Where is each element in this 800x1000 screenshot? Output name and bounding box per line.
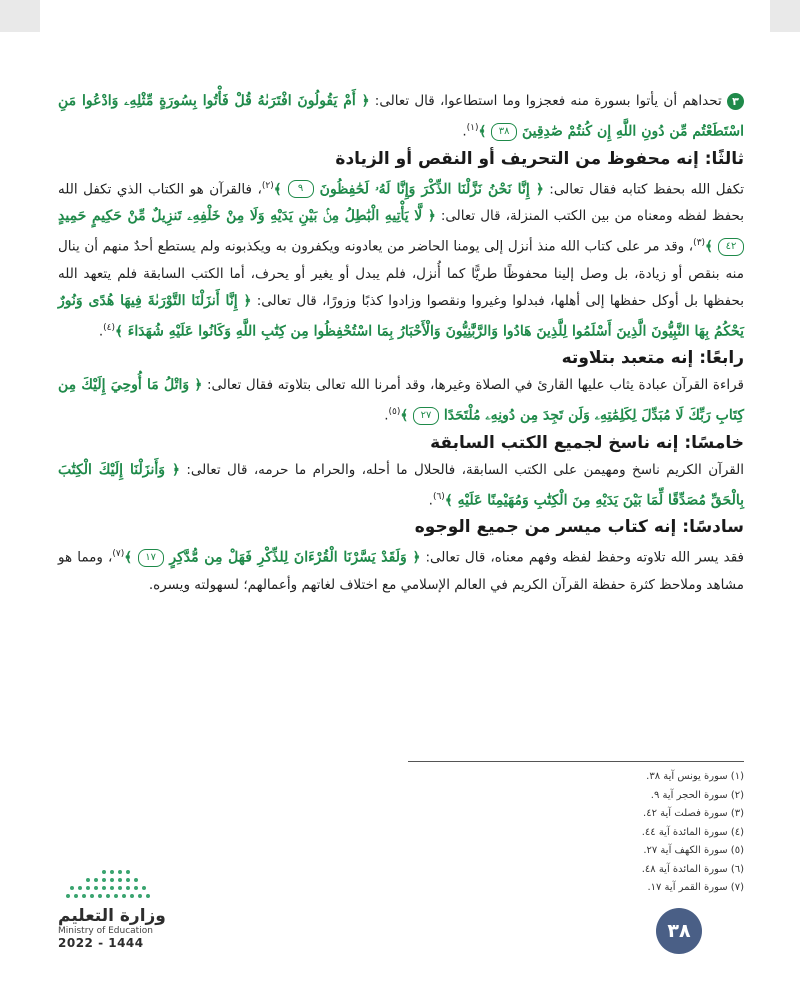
verse-number-mark: ١٧ <box>138 549 164 567</box>
body-paragraph <box>58 173 744 346</box>
footnote-ref: (٢) <box>261 180 274 191</box>
verse-bracket: ﴿ <box>243 292 252 309</box>
footnote-ref: (٣) <box>693 238 706 248</box>
quran-verse: إِنَّا نَحْنُ نَزَّلْنَا الذِّكْرَ وَإِنَّا لَهُۥ لَحَٰفِظُونَ <box>313 181 536 197</box>
verse-bracket: ﴿ <box>194 377 203 393</box>
ministry-block <box>58 906 188 950</box>
verse-bracket: ﴾ <box>705 238 718 255</box>
body-paragraph <box>58 372 744 430</box>
verse-bracket: ﴾ <box>115 323 123 339</box>
verse-bracket: ﴾ <box>124 549 138 566</box>
page-number: ٣٨ <box>656 908 702 954</box>
quran-verse: أَمْ يَقُولُونَ افْتَرَىٰهُ قُلْ فَأْتُوا بِسُورَةٍ مِّثْلِهِۦ وَادْعُوا مَنِ اسْتَطَعْتُم مِّن دُونِ اللَّهِ إِن كُنتُمْ صَٰدِقِينَ <box>58 93 744 140</box>
point-number-badge: ٣ <box>727 93 744 110</box>
section-heading <box>58 146 744 173</box>
paragraph-text: . <box>462 123 467 140</box>
verse-number-mark: ٣٨ <box>491 123 517 141</box>
paragraph-text: ، وقد مر على كتاب الله منذ أنزل إلى يومنا الحاضر من يعادونه ويكفرون به ويكذبونه ولم يستطع أحدٌ منهم أن ينال منه بنقص أو زيادة، بل وصل إلينا محفوظًا طريًّا كما أُنزل، فلم يبدل أو يغير أو يحرف، أما الكتب السابقة فلم يتعهد الله بحفظها بل أوكل حفظها إلى أهلها، فبدلوا وغيروا ونقصوا وزادوا كذبًا وزورًا، قال تعالى: <box>58 238 744 309</box>
footnote-item: (٤) سورة المائدة آية ٤٤. <box>641 826 744 838</box>
verse-bracket: ﴿ <box>412 549 421 566</box>
footnote-ref: (٧) <box>112 549 125 559</box>
verse-number-mark: ٤٢ <box>718 238 744 256</box>
ministry-name-ar: وزارة التعليم <box>58 906 166 926</box>
quran-verse: وَأَنزَلْنَا إِلَيْكَ الْكِتَٰبَ بِالْحَقِّ مُصَدِّقًا لِّمَا بَيْنَ يَدَيْهِ مِنَ الْكِتَٰبِ وَمُهَيْمِنًا عَلَيْهِ <box>58 461 744 508</box>
verse-bracket: ﴿ <box>427 208 436 224</box>
paragraph-text: . <box>98 323 104 339</box>
paragraph-text: القرآن الكريم ناسخ ومهيمن على الكتب السابقة، فالحلال ما أحله، والحرام ما حرمه، قال تعالى: <box>179 461 744 478</box>
paragraph-text: تحداهم أن يأتوا بسورة منه فعجزوا وما استطاعوا، قال تعالى: <box>369 93 727 109</box>
paragraph-text: رابعًا: إنه متعبد بتلاوته <box>561 348 744 368</box>
footnote-item: (٥) سورة الكهف آية ٢٧. <box>643 845 744 856</box>
top-left-tab <box>0 0 40 32</box>
footnote-item: (٦) سورة المائدة آية ٤٨. <box>641 863 744 875</box>
footnote-item: (٧) سورة القمر آية ١٧. <box>647 882 744 893</box>
verse-bracket: ﴿ <box>361 93 370 109</box>
body-paragraph <box>58 457 744 515</box>
paragraph-text: . <box>384 407 389 424</box>
quran-verse: لَّا يَأْتِيهِ الْبَٰطِلُ مِنۢ بَيْنِ يَدَيْهِ وَلَا مِنْ خَلْفِهِۦ تَنزِيلٌ مِّنْ حَكِيمٍ حَمِيدٍ <box>58 208 428 224</box>
footnotes <box>408 768 744 898</box>
body-paragraph <box>58 88 744 146</box>
verse-bracket: ﴾ <box>478 123 492 140</box>
footnote-item: (٢) سورة الحجر آية ٩. <box>650 789 744 801</box>
section-heading <box>58 514 744 541</box>
verse-bracket: ﴿ <box>172 461 180 478</box>
footnote-ref: (٤) <box>103 322 116 333</box>
verse-bracket: ﴾ <box>444 492 453 508</box>
verse-number-mark: ٢٧ <box>413 407 439 425</box>
paragraph-text: تكفل الله بحفظ كتابه فقال تعالى: <box>543 181 745 197</box>
paragraph-text: قراءة القرآن عبادة يثاب عليها القارئ في الصلاة وغيرها، وقد أمرنا الله تعالى بتلاوته فقال تعالى: <box>202 377 745 393</box>
ministry-logo-icon <box>58 866 158 906</box>
footnote-divider <box>408 761 744 762</box>
quran-verse: وَاتْلُ مَا أُوحِيَ إِلَيْكَ مِن كِتَابِ رَبِّكَ لَا مُبَدِّلَ لِكَلِمَٰتِهِۦ وَلَن تَجِدَ مِن دُونِهِۦ مُلْتَحَدًا <box>58 377 744 424</box>
quran-verse: إِنَّا أَنزَلْنَا التَّوْرَىٰةَ فِيهَا هُدًى وَنُورٌ يَحْكُمُ بِهَا النَّبِيُّونَ الَّذِينَ أَسْلَمُوا لِلَّذِينَ هَادُوا وَالرَّبَّٰنِيُّونَ وَالْأَحْبَارُ بِمَا اسْتُحْفِظُوا مِن كِتَٰبِ اللَّهِ وَكَانُوا عَلَيْهِ شُهَدَاءَ <box>58 292 744 339</box>
paragraph-text: سادسًا: إنه كتاب ميسر من جميع الوجوه <box>414 517 744 537</box>
verse-bracket: ﴾ <box>273 181 288 197</box>
verse-bracket: ﴿ <box>535 181 544 197</box>
section-heading <box>58 430 744 457</box>
edition-year: 2022 - 1444 <box>58 936 144 950</box>
paragraph-text: . <box>428 492 433 508</box>
body-paragraph <box>58 541 744 599</box>
ministry-name-en: Ministry of Education <box>58 926 153 936</box>
footnote-ref: (٥) <box>388 407 401 417</box>
paragraph-text: ، ومما هو مشاهد وملاحظ كثرة حفظة القرآن الكريم في العالم الإسلامي مع اختلاف لغاتهم وأعمالهم؛ لسهولته ويسره. <box>58 549 744 593</box>
verse-bracket: ﴾ <box>400 407 413 424</box>
footnote-item: (١) سورة يونس آية ٣٨. <box>646 771 744 782</box>
footnote-ref: (١) <box>466 123 479 133</box>
paragraph-text: فقد يسر الله تلاوته وحفظ لفظه وفهم معناه، قال تعالى: <box>420 549 745 566</box>
top-right-tab <box>770 0 800 32</box>
section-heading <box>58 345 744 372</box>
paragraph-text: خامسًا: إنه ناسخ لجميع الكتب السابقة <box>430 432 744 453</box>
footnote-item: (٣) سورة فصلت آية ٤٢. <box>643 808 744 819</box>
paragraph-text: ثالثًا: إنه محفوظ من التحريف أو النقص أو الزيادة <box>335 148 744 169</box>
main-content <box>58 88 744 599</box>
verse-number-mark: ٩ <box>288 180 314 198</box>
quran-verse: وَلَقَدْ يَسَّرْنَا الْقُرْءَانَ لِلذِّكْرِ فَهَلْ مِن مُّدَّكِرٍ <box>163 549 413 566</box>
footnote-ref: (٦) <box>432 491 445 502</box>
paragraph-text: ، فالقرآن هو الكتاب الذي تكفل الله بحفظ لفظه ومعناه من بين الكتب المنزلة، قال تعالى: <box>58 181 744 224</box>
